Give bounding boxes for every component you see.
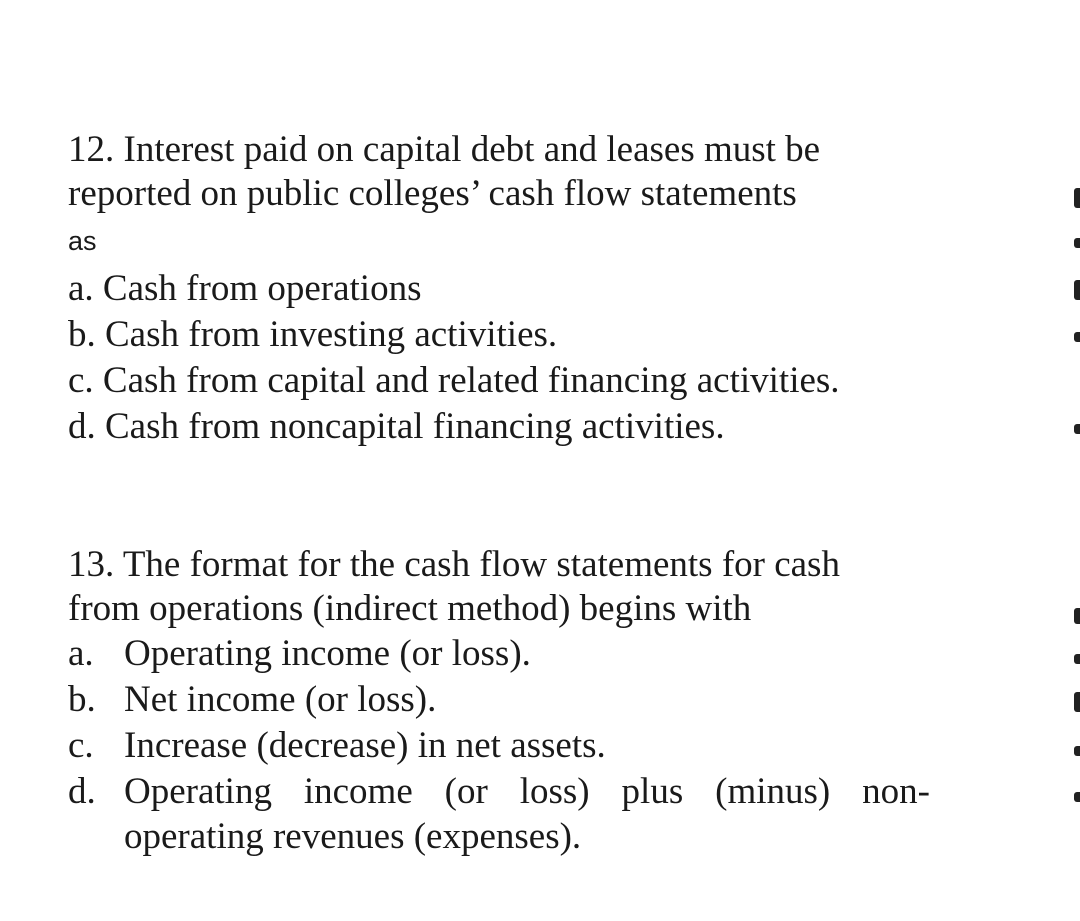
cropped-text-fragment <box>1074 238 1080 248</box>
option-word: income <box>303 771 413 812</box>
question-12-option-a: a. Cash from operations <box>68 268 422 309</box>
cropped-text-fragment <box>1074 332 1080 342</box>
option-letter: b. <box>68 679 96 720</box>
option-text: Operating income (or loss). <box>124 633 531 674</box>
cropped-text-fragment <box>1074 692 1080 712</box>
option-word: non- <box>862 771 930 812</box>
question-13 <box>68 543 948 859</box>
option-letter: d. <box>68 771 96 812</box>
question-13-stem-line-2: from operations (indirect method) begins with <box>68 588 752 629</box>
option-word: plus <box>621 771 684 812</box>
question-12-stem-tail: as <box>68 226 97 256</box>
option-text: Increase (decrease) in net assets. <box>124 725 606 766</box>
cropped-text-fragment <box>1074 746 1080 756</box>
cropped-text-fragment <box>1074 608 1080 624</box>
option-text: Net income (or loss). <box>124 679 437 720</box>
question-12-option-b: b. Cash from investing activities. <box>68 314 558 355</box>
option-word: Operating <box>124 771 272 812</box>
cropped-text-fragment <box>1074 424 1080 434</box>
question-13-option-a <box>68 631 948 677</box>
question-12-option-c: c. Cash from capital and related financing activities. <box>68 360 840 401</box>
question-13-option-d-continuation: operating revenues (expenses). <box>124 816 582 857</box>
question-12-stem-line-1: 12. Interest paid on capital debt and leases must be <box>68 129 821 170</box>
cropped-text-fragment <box>1074 188 1080 208</box>
question-13-option-b <box>68 677 948 723</box>
cropped-text-fragment <box>1074 280 1080 300</box>
option-word: (minus) <box>715 771 831 812</box>
option-word: loss) <box>519 771 590 812</box>
question-12 <box>68 128 948 450</box>
option-letter: c. <box>68 725 94 766</box>
question-13-option-c <box>68 723 948 769</box>
question-12-stem-line-2: reported on public colleges’ cash flow statements <box>68 173 797 214</box>
question-12-option-d: d. Cash from noncapital financing activities. <box>68 406 725 447</box>
cropped-text-fragment <box>1074 792 1080 802</box>
question-13-stem-line-1: 13. The format for the cash flow statements for cash <box>68 544 840 585</box>
option-text-line-1 <box>124 769 930 815</box>
option-letter: a. <box>68 633 94 674</box>
option-word: (or <box>444 771 488 812</box>
question-13-option-d <box>68 769 948 815</box>
cropped-text-fragment <box>1074 654 1080 664</box>
